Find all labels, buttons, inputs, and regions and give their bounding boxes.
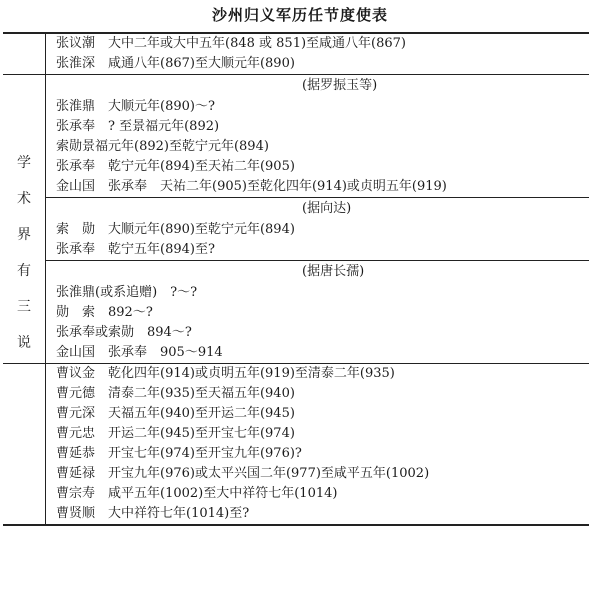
- table-row: 金山国 张承奉 905～914: [56, 345, 223, 360]
- table-row: 曹元深 天福五年(940)至开运二年(945): [56, 406, 295, 421]
- source-section-luo: [46, 75, 589, 197]
- left-label-char: 术: [17, 191, 31, 207]
- table-section-three-views: [3, 74, 589, 363]
- table-row: 张淮深 咸通八年(867)至大顺元年(890): [56, 56, 295, 71]
- left-label-column: [3, 75, 46, 363]
- table-title: 沙州归义军历任节度使表: [211, 6, 388, 24]
- table-row: 曹元德 清泰二年(935)至天福五年(940): [56, 386, 295, 401]
- source-label: (据向达): [302, 201, 352, 216]
- left-label-char: 三: [17, 299, 31, 315]
- succession-table: [3, 32, 589, 526]
- left-label-char: 学: [17, 155, 31, 171]
- source-label: (据唐长孺): [302, 264, 365, 279]
- table-row: 张承奉 ? 至景福元年(892): [56, 119, 220, 134]
- table-row: 曹贤顺 大中祥符七年(1014)至?: [56, 506, 250, 521]
- table-section-top: [3, 34, 589, 74]
- table-row: 勋 索 892～?: [56, 305, 153, 320]
- table-row: 张议潮 大中二年或大中五年(848 或 851)至咸通八年(867): [56, 36, 406, 51]
- source-section-tang: [46, 260, 589, 363]
- left-cell-empty: [3, 34, 46, 74]
- table-row: 张淮鼎(或系追赠) ?～?: [56, 285, 198, 300]
- table-row: 索勋景福元年(892)至乾宁元年(894): [56, 139, 269, 154]
- table-row: 张承奉或索勋 894～?: [56, 325, 192, 340]
- table-row: 索 勋 大顺元年(890)至乾宁元年(894): [56, 222, 295, 237]
- table-row: 曹延禄 开宝九年(976)或太平兴国二年(977)至咸平五年(1002): [56, 466, 430, 481]
- left-label-char: 界: [17, 227, 31, 243]
- source-label: (据罗振玉等): [302, 78, 378, 93]
- table-row: 曹宗寿 咸平五年(1002)至大中祥符七年(1014): [56, 486, 338, 501]
- table-row: 曹元忠 开运二年(945)至开宝七年(974): [56, 426, 295, 441]
- left-cell-empty: [3, 364, 46, 524]
- table-row: 张承奉 乾宁元年(894)至天祐二年(905): [56, 159, 295, 174]
- table-row: 张淮鼎 大顺元年(890)～?: [56, 99, 215, 114]
- left-label-char: 说: [17, 335, 31, 351]
- source-section-xiang: [46, 197, 589, 260]
- right-cell: [46, 364, 589, 524]
- table-section-cao: [3, 363, 589, 524]
- right-cell: [46, 75, 589, 363]
- table-row: 张承奉 乾宁五年(894)至?: [56, 242, 215, 257]
- table-row: 金山国 张承奉 天祐二年(905)至乾化四年(914)或贞明五年(919): [56, 179, 447, 194]
- left-label-char: 有: [17, 263, 31, 279]
- right-cell: [46, 34, 589, 74]
- table-row: 曹议金 乾化四年(914)或贞明五年(919)至清泰二年(935): [56, 366, 395, 381]
- table-row: 曹延恭 开宝七年(974)至开宝九年(976)?: [56, 446, 302, 461]
